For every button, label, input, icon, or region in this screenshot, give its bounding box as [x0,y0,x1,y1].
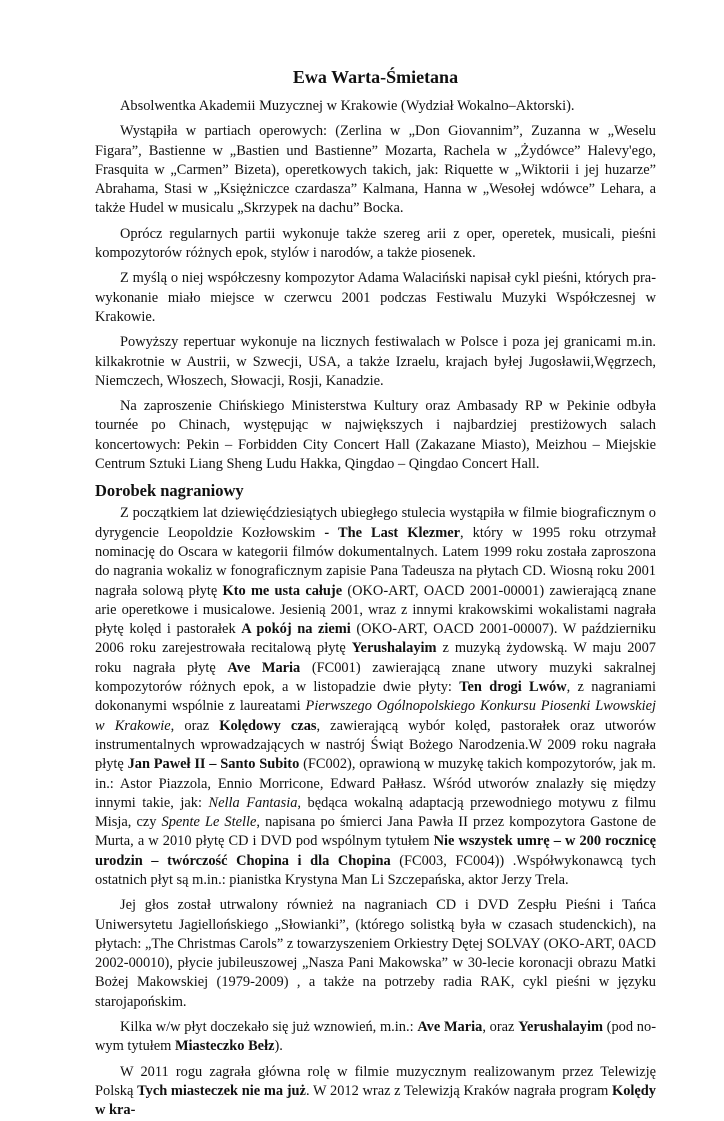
bold-title: Nie wszystek umrę – w 200 rocznicę urodzin – twórczość Chopina i dla Chopina [95,833,656,869]
document-title: Ewa Warta-Śmietana [292,67,459,87]
bold-title: Yerushalayim [351,640,437,657]
paragraph-repertoire: Oprócz regularnych partii wykonuje także szereg arii z oper, operetek, musicali, pieśni kompozytorów różnych epok, stylów i narodów, a także piosenek. [95,225,656,262]
bold-title: A pokój na ziemi [241,621,351,638]
italic-title: Pierwszego Ogólnopolskiego Konkursu Piosenki Lwowskiej w Krakowie [95,698,656,734]
bold-title: Ave Maria [417,1019,483,1036]
bold-title: Ten drogi Lwów [459,679,567,696]
paragraph-opera-roles: Wystąpiła w partiach operowych: (Zerlina w „Don Giovannim”, Zuzanna w „Weselu Figara”, Bastienne w „Bastien und Bastienne” Mozarta, Rachela w „Żydówce” Halevy'ego, Frasquita w „Carmen” Bizeta), operetkowych takich, jak: Riquette w „Wiktorii i jej huzarze” Abrahama, Stasi w „Księżniczce czardasza” Kalmana, Hanna w „Wesołej wdówce” Lehara, a także Hudel w musicalu „Skrzypek na dachu” Bocka. [95,123,656,217]
paragraph-festivals: Powyższy repertuar wykonuje na licznych festiwalach w Polsce i poza jej granicami m.in. kilkakrotnie w Austrii, w Szwecji, USA, a także Izraelu, krajach byłej Jugosławii,Węgrzech, Niemczech, Włoszech, Słowacji, Rosji, Kanadzie. [95,334,656,389]
bold-title: Miasteczko Bełz [174,1038,275,1055]
bold-title: Yerushalayim [518,1019,603,1036]
bold-title: Jan Paweł II – Santo Subito [127,756,300,773]
paragraph-film-2011: W 2011 rogu zagrała główna rolę w filmie muzycznym realizowanym przez Telewizję Polską Tych miasteczek nie ma już. W 2012 wraz z Telewizją Kraków nagrała program Kolędy w kra- [95,1063,657,1119]
paragraph-walacinski-cycle: Z myślą o niej współczesny kompozytor Adama Walaciński napisał cykl pieśni, których prawykonanie miało miejsce w czerwcu 2001 podczas Festiwalu Muzyki Współczesnej w Krakowie. [95,270,656,325]
paragraph-recordings: Z początkiem lat dziewięćdziesiątych ubiegłego stulecia wystąpiła w filmie biograficznym o dyrygencie Leopoldzie Kozłowskim - The Last Klezmer, który w 1995 roku otrzymał nominację do Oscara w kategorii filmów dokumentalnych. Latem 1999 roku została zaproszona do nagrania wokaliz w fonograficznym zapisie Pana Tadeusza na płytach CD. Wiosną roku 2001 nagrała solową płytę Kto me usta całuje (OKO-ART, OACD 2001-00001) zawierającą znane arie operetkowe i musicalowe. Jesienią 2001, wraz z innymi krakowskimi wokalistami nagrała płytę kolęd i pastorałek A pokój na ziemi (OKO-ART, OACD 2001-00007). W październiku 2006 roku zarejestrowała recitalową płytę Yerushalayim z muzyką żydowską. W maju 2007 roku nagrała płytę Ave Maria (FC001) zawierającą znane utwory muzyki sakralnej kompozytorów różnych epok, a w listopadzie dwie płyty: Ten drogi Lwów, z nagraniami dokonanymi wspólnie z laureatami Pierwszego Ogólnopolskiego Konkursu Piosenki Lwowskiej w Krakowie, oraz Kolędowy czas, zawierającą wybór kolęd, pastorałek oraz utworów instrumentalnych wprowadzających w nastrój Świąt Bożego Narodzenia.W 2009 roku nagrała płytę Jan Paweł II – Santo Subito (FC002), oprawioną w muzykę takich kompozytorów, jak m. in.: Astor Piazzola, Ennio Morricone, Edward Pałłasz. Wśród utworów znalazły się między innymi takie, jak: Nella Fantasia, będąca wokalną adaptacją przewodniego motywu z filmu Misja, czy Spente Le Stelle, napisana po śmierci Jana Pawła II przez kompozytora Gastone de Murta, a w 2010 płytę CD i DVD pod wspólnym tytułem Nie wszystek umrę – w 200 rocznicę urodzin – twórczość Chopina i dla Chopina (FC003, FC004)) .Współwykonawcą tych ostatnich płyt są m.in.: pianistka Krystyna Man Li Szczepańska, aktor Jerzy Trela. [95,505,656,888]
paragraph-china-tour: Na zaproszenie Chińskiego Ministerstwa Kultury oraz Ambasady RP w Pekinie odbyła tournée po Chinach, występując w największych i najbardziej prestiżowych salach koncertowych: Pekin – Forbidden City Concert Hall (Zakazane Miasto), Meizhou – Miejskie Centrum Sztuki Liang Sheng Ludu Hakka, Qingdao – Qingdao Concert Hall. [95,398,656,473]
bold-title: - The Last Klezmer [324,524,461,541]
bold-title: Kolędowy czas [219,717,317,734]
italic-title: Nella Fantasia [208,794,298,811]
paragraph-reissues: Kilka w/w płyt doczekało się już wznowień, m.in.: Ave Maria, oraz Yerushalayim (pod nowym tytułem Miasteczko Bełz). [95,1019,656,1055]
bold-title: Ave Maria [227,659,301,676]
paragraph-slowianki: Jej głos został utrwalony również na nagraniach CD i DVD Zespłu Pieśni i Tańca Uniwersytetu Jagiellońskiego „Słowianki”, (którego solistką była w czasach studenckich), na płytach: „The Christmas Carols” z towarzyszeniem Orkiestry Dętej SOLVAY (OKO-ART, 0ACD 2002-00010), płycie jubileuszowej „Nasza Pani Makowska” w 30-lecie koronacji obrazu Matki Bożej Makowskiej (1979-2009) , a także na potrzeby radia RAK, cykl pieśni w języku starojapońskim. [95,897,656,1010]
bold-title: Tych miasteczek nie ma już [137,1082,306,1099]
bold-title: Kolędy w kra- [95,1082,657,1119]
section-heading-recordings: Dorobek nagraniowy [95,481,244,501]
italic-title: Spente Le Stelle [161,814,257,831]
bold-title: Kto me usta całuje [222,582,343,599]
paragraph-education: Absolwentka Akademii Muzycznej w Krakowie (Wydział Wokalno–Aktorski). [120,98,575,114]
